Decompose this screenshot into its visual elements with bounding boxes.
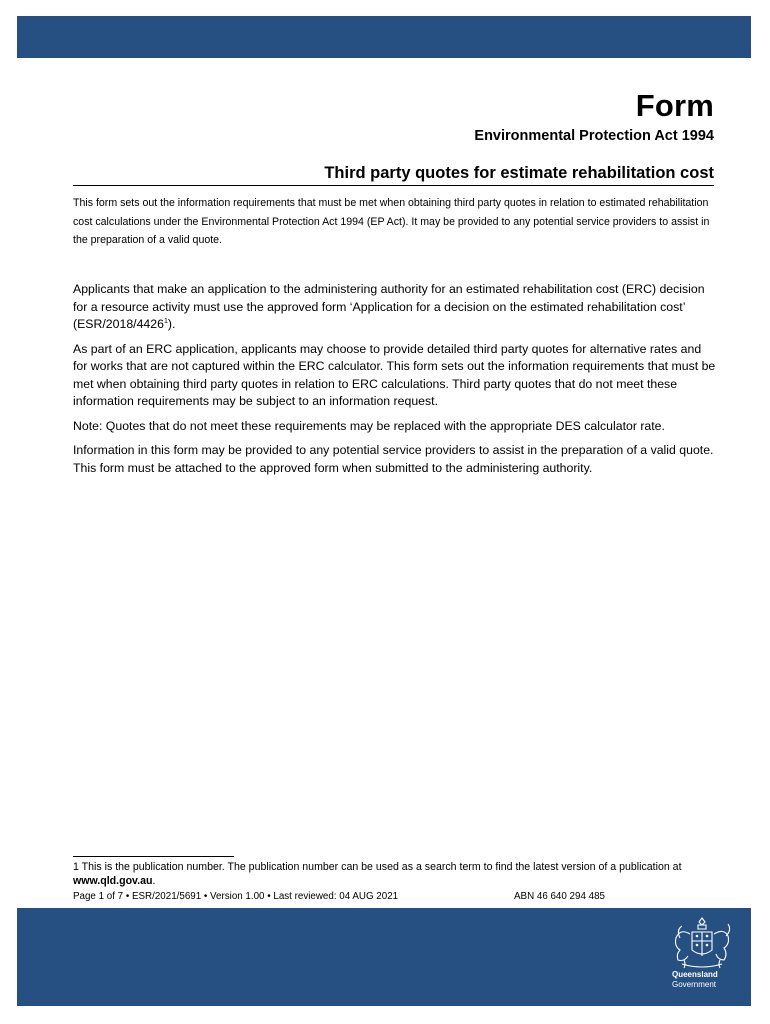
footnote-divider (73, 856, 234, 857)
intro-paragraph: This form sets out the information requirements that must be met when obtaining third party quotes in relation to estimated rehabilitation cost calculations under the Environmental Protection Act 1994 (EP Act). It may be provided to any potential service providers to assist in the preparation of a valid quote. (73, 197, 710, 246)
footnote-text: 1 This is the publication number. The publication number can be used as a search term to find the latest version of a publication at (73, 861, 682, 873)
paragraph-4: Information in this form may be provided to any potential service providers to assist in the preparation of a valid quote. This form must be attached to the approved form when submitted to the administering authority. (73, 443, 714, 475)
page-title: Third party quotes for estimate rehabilitation cost (324, 164, 714, 182)
footnote-ref[interactable]: 1 (163, 317, 168, 325)
paragraph-2: As part of an ERC application, applicants may choose to provide detailed third party quotes for alternative rates and for works that are not captured within the ERC calculator. This form sets out the information requirements that must be met when obtaining third party quotes in relation to ERC calculations. Third party quotes that do not meet these information requirements may be subject to an information request. (73, 341, 716, 408)
paragraph-1-text: Applicants that make an application to the administering authority for an estimated rehabilitation cost (ERC) decision for a resource activity must use the approved form ‘Application for a decision on the estimated rehabilitation cost’ (ESR/2018/4426 (73, 282, 705, 331)
body-text (73, 281, 718, 484)
form-label: Form (635, 88, 714, 123)
footer-band (17, 908, 751, 1006)
paragraph-3: Note: Quotes that do not meet these requirements may be replaced with the appropriate DES calculator rate. (73, 418, 665, 433)
paragraph-1 (73, 281, 718, 334)
logo-line-1: Queensland (672, 970, 718, 979)
logo-wordmark (672, 970, 736, 990)
abn-number: ABN 46 640 294 485 (514, 891, 605, 902)
title-divider (73, 185, 714, 186)
footnote-end: . (152, 875, 156, 887)
footnote (73, 860, 713, 888)
page-info: Page 1 of 7 • ESR/2021/5691 • Version 1.00 • Last reviewed: 04 AUG 2021 (73, 891, 399, 902)
paragraph-1-end: ). (167, 317, 176, 331)
header-band (17, 16, 751, 58)
footnote-link[interactable]: www.qld.gov.au (73, 875, 153, 887)
act-title: Environmental Protection Act 1994 (474, 128, 714, 144)
logo-line-2: Government (672, 980, 717, 989)
